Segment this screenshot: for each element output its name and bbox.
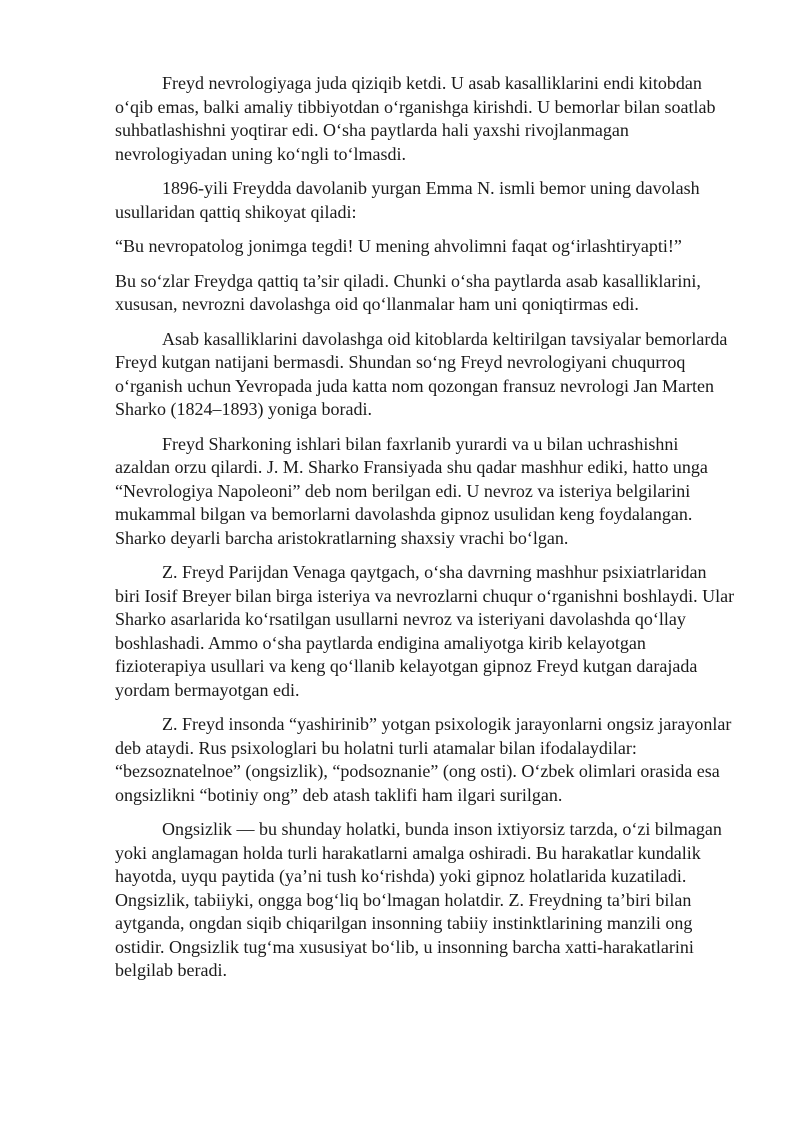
paragraph-unconscious-definition: Ongsizlik — bu shunday holatki, bunda inson ixtiyorsiz tarzda, o‘zi bilmagan yoki anglamagan holda turli harakatlarni amalga oshiradi. Bu harakatlar kundalik hayotda, uyqu paytida (ya’ni tush ko‘rishda) yoki gipnoz holatlarida kuzatiladi. Ongsizlik, tabiiyki, ongga bog‘liq bo‘lmagan holatdir. Z. Freydning ta’biri bilan aytganda, ongdan siqib chiqarilgan insonning tabiiy instinktlarining manzili ong ostidir. Ongsizlik tug‘ma xususiyat bo‘lib, u insonning barcha xatti-harakatlarini belgilab beradi. (115, 819, 722, 980)
paragraph-breuer: Z. Freyd Parijdan Venaga qaytgach, o‘sha davrning mashhur psixiatrlaridan biri Iosif Breyer bilan birga isteriya va nevrozlarni chuqur o‘rganishni boshlaydi. Ular Sharko asarlarida ko‘rsatilgan usullarni nevroz va isteriyani davolashda qo‘llay boshlashadi. Ammo o‘sha paytlarda endigina amaliyotga kirib kelayotgan fizioterapiya usullari va keng qo‘llanib kelayotgan gipnoz Freyd kutgan darajada yordam bermayotgan edi. (115, 562, 735, 700)
paragraph-charcot-visit: Asab kasalliklarini davolashga oid kitoblarda keltirilgan tavsiyalar bemorlarda Freyd kutgan natijani bermasdi. Shundan so‘ng Freyd nevrologiyani chuqurroq o‘rganish uchun Yevropada juda katta nom qozongan fransuz nevrologi Jan Marten Sharko (1824–1893) yoniga boradi. (115, 328, 728, 419)
paragraph-impact: Bu so‘zlar Freydga qattiq ta’sir qiladi. Chunki o‘sha paytlarda asab kasalliklarini, xususan, nevrozni davolashga oid qo‘llanmalar ham uni qoniqtirmas edi. (115, 270, 701, 314)
paragraph-charcot-fame: Freyd Sharkoning ishlari bilan faxrlanib yurardi va u bilan uchrashishni azaldan orzu qilardi. J. M. Sharko Fransiyada shu qadar mashhur ediki, hatto unga “Nevrologiya Napoleoni” deb nom berilgan edi. U nevroz va isteriya belgilarini mukammal bilgan va bemorlarni davolashda gipnoz usulidan keng foydalangan. Sharko deyarli barcha aristokratlarning shaxsiy vrachi bo‘lgan. (115, 433, 708, 548)
paragraph-emma-complaint: 1896-yili Freydda davolanib yurgan Emma N. ismli bemor uning davolash usullaridan qattiq shikoyat qiladi: (115, 178, 700, 222)
paragraph-quote: “Bu nevropatolog jonimga tegdi! U mening ahvolimni faqat og‘irlashtiryapti!” (115, 236, 682, 256)
paragraph-freud-neurology: Freyd nevrologiyaga juda qiziqib ketdi. U asab kasalliklarini endi kitobdan o‘qib emas, balki amaliy tibbiyotdan o‘rganishga kirishdi. U bemorlar bilan soatlab suhbatlashishni yoqtirar edi. O‘sha paytlarda hali yaxshi rivojlanmagan nevrologiyadan uning ko‘ngli to‘lmasdi. (115, 73, 716, 164)
paragraph-unconscious-terms: Z. Freyd insonda “yashirinib” yotgan psixologik jarayonlarni ongsiz jarayonlar deb ataydi. Rus psixologlari bu holatni turli atamalar bilan ifodalaydilar: “bezsoznatelnoe” (ongsizlik), “podsoznanie” (ong osti). O‘zbek olimlari orasida esa ongsizlikni “botiniy ong” deb atash taklifi ham ilgari surilgan. (115, 714, 732, 805)
document-page (115, 72, 735, 994)
